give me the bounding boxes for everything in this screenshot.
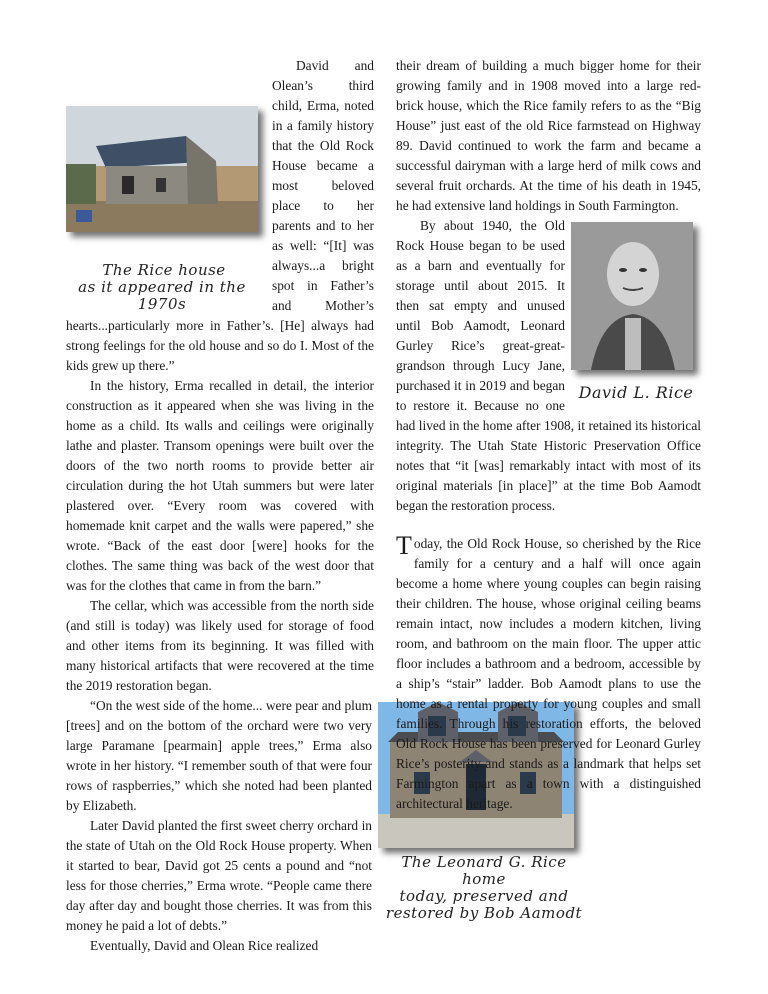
left-paragraph-1: David and Olean’s third child, Erma, noted in a family history that the Old Rock House became a most beloved place to her parents and to her as well: “[It] was always...a bright spot in Father’s and Mother’s hearts...particularly more in Father’s. [He] always had strong feelings for the old house and so do I. Most of the kids grew up there.”: [66, 58, 374, 373]
photo1-block: [66, 106, 262, 313]
photo1-caption-line2: as it appeared in the 1970s: [78, 278, 246, 313]
photo3-caption-line1: The Leonard G. Rice home: [401, 853, 567, 888]
left-paragraph-2: In the history, Erma recalled in detail, the interior construction as it appeared when she was living in the home as a child. Its walls and ceilings were originally lathe and plaster. Transom openings were built over the doors of the two north rooms to provide better air circulation during the hot Utah summers but were later plastered over. “Every room was covered with homemade knit carpet and the walls were papered,” she wrote. “Back of the east door [were] hooks for the clothes. The same thing was back of the west door that was for the clothes that came in from the barn.”: [66, 378, 374, 593]
photo2-block: [571, 222, 701, 414]
david-rice-portrait-image: [571, 222, 693, 370]
rice-house-1970s-photo: [66, 106, 258, 232]
right-paragraph-3: [396, 531, 701, 814]
photo3-caption-line2: today, preserved and: [399, 887, 569, 905]
david-rice-portrait-photo: [571, 222, 693, 370]
rice-house-1970s-image: [66, 106, 258, 232]
left-paragraph-6: Eventually, David and Olean Rice realized: [90, 938, 319, 953]
left-paragraph-5: Later David planted the first sweet cherry orchard in the state of Utah on the Old Rock House property. When it started to bear, David got 25 cents a pound and “not less for those cherries,” Erma wrote. “People came there day after day and bought those cherries. It was from this money he paid a lot of debts.”: [66, 818, 372, 933]
photo3-caption-line3: restored by Bob Aamodt: [385, 904, 583, 922]
right-paragraph-1: their dream of building a much bigger home for their growing family and in 1908 moved into a large red-brick house, which the Rice family refers to as the “Big House” just east of the old Rice farmstead on Highway 89. David continued to work the farm and became a successful dairyman with a large herd of milk cows and several fruit orchards. At the time of his death in 1945, he had extensive land holdings in South Farmington.: [396, 58, 701, 213]
photo2-caption: David L. Rice: [578, 383, 694, 402]
left-paragraph-3: The cellar, which was accessible from the north side (and still is today) was likely used for storage of food and other items from its beginning. It was filled with many historical artifacts that were recovered at the time the 2019 restoration began.: [66, 598, 374, 693]
dropcap: T: [396, 531, 412, 560]
photo1-caption: [66, 262, 262, 313]
right-column: [396, 56, 701, 814]
right-paragraph-2: By about 1940, the Old Rock House began to be used as a barn and eventually for storage until about 2015. It then sat empty and unused until Bob Aamodt, Leonard Gurley Rice’s great-great-grandson through Lucy Jane, purchased it in 2019 and began to restore it. Because no one had lived in the home after 1908, it retained its historical integrity. The Utah State Historic Preservation Office notes that “it [was] remarkably intact with most of its original materials [in place]” at the time Bob Aamodt began the restoration process.: [396, 218, 701, 513]
right-paragraph-3-text: oday, the Old Rock House, so cherished by the Rice family for a century and a half will once again become a home where young couples can begin raising their children. The house, whose original ceiling beams remain intact, now includes a modern kitchen, living room, and bathroom on the main floor. The upper attic floor includes a bathroom and a bedroom, accessible by a ship’s “stair” ladder. Bob Aamodt plans to use the home as a rental property for young couples and small families. Through his restoration efforts, the beloved Old Rock House has been preserved for Leonard Gurley Rice’s posterity and stands as a landmark that helps set Farmington apart as a town with a distinguished architectural heritage.: [396, 536, 701, 811]
photo1-caption-line1: The Rice house: [102, 261, 226, 279]
left-paragraph-4: “On the west side of the home... were pear and plum [trees] and on the bottom of the orchard were two very large Paramane [pearmain] apple trees,” Erma also wrote in her history. “I remember south of that were four rows of raspberries,” which she noted had been planted by Elizabeth.: [66, 698, 372, 813]
photo3-caption: [378, 854, 590, 922]
